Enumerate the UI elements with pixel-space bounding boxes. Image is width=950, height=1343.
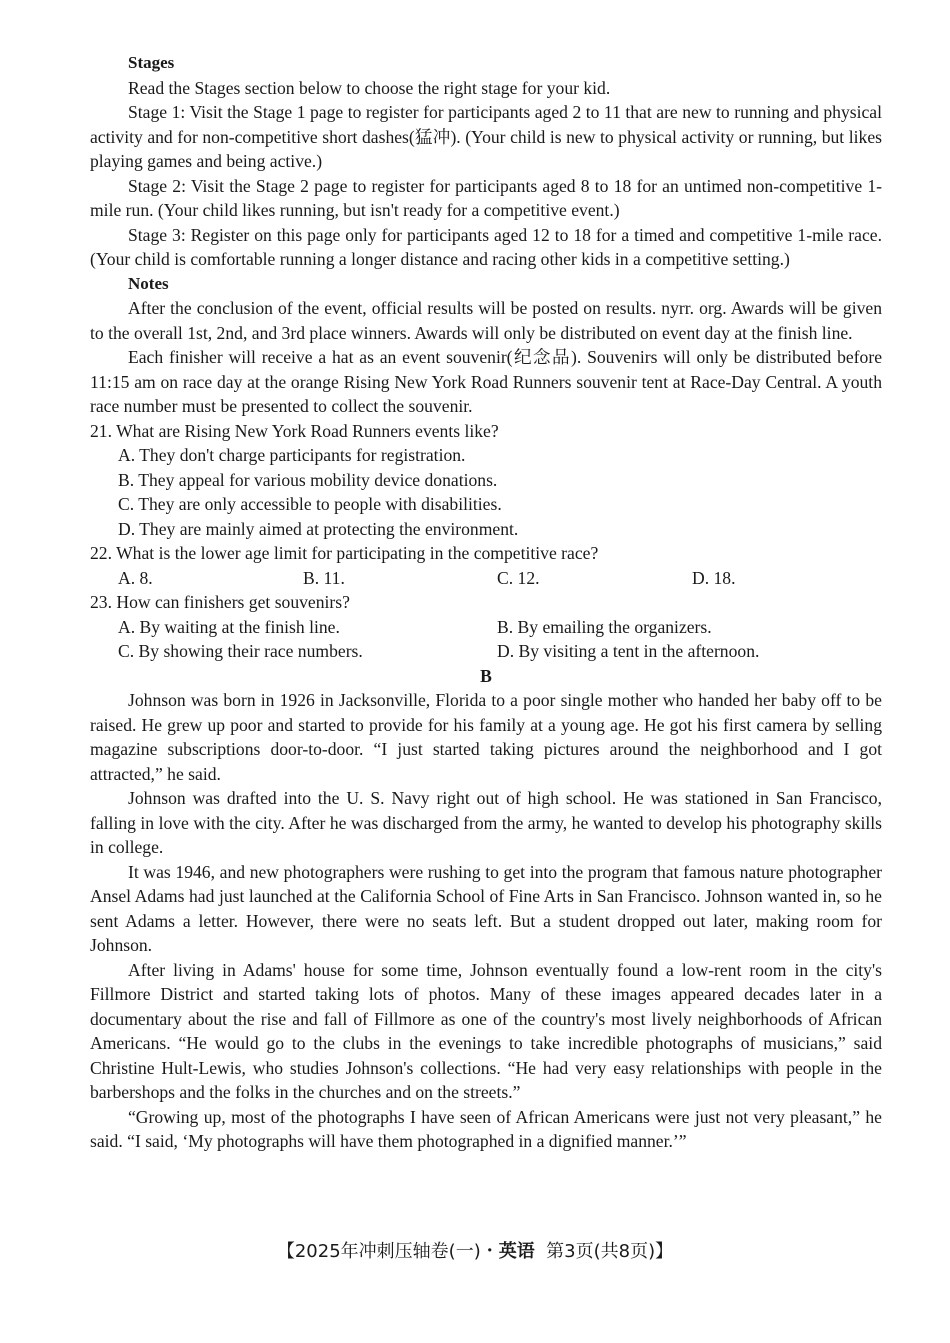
passage-b-p5: “Growing up, most of the photographs I have seen of African Americans were just not very pleasant,” he said. “I said, ‘My photographs will have them photographed in a dignified manner.’”: [90, 1106, 882, 1151]
notes-heading: Notes: [128, 273, 169, 293]
options-23-row2: [90, 639, 882, 664]
question-23: 23. How can finishers get souvenirs?: [90, 592, 350, 612]
option-23c: C. By showing their race numbers.: [118, 641, 363, 661]
option-22a: A. 8.: [118, 567, 153, 588]
section-b-heading: B: [480, 665, 492, 686]
option-22c: C. 12.: [497, 567, 540, 588]
option-23b: B. By emailing the organizers.: [497, 616, 712, 637]
passage-b-p2: Johnson was drafted into the U. S. Navy right out of high school. He was stationed in San Francisco, falling in love with the city. After he was discharged from the army, he wanted to develop his photography skills in college.: [90, 788, 882, 857]
question-21: 21. What are Rising New York Road Runners events like?: [90, 420, 499, 441]
option-23a: A. By waiting at the finish line.: [118, 616, 340, 637]
footer-page-number: 第3页(共8页)】: [534, 1241, 674, 1262]
stage-2: Stage 2: Visit the Stage 2 page to register for participants aged 8 to 18 for an untimed non-competitive 1-mile run. (Your child likes running, but isn't ready for a competitive event.): [90, 175, 882, 220]
options-22: [90, 566, 882, 591]
question-22: 22. What is the lower age limit for participating in the competitive race?: [90, 543, 599, 563]
option-22b: B. 11.: [303, 567, 345, 588]
footer-title: 【2025年冲刺压轴卷(一)・: [276, 1241, 499, 1262]
option-21d: D. They are mainly aimed at protecting the environment.: [118, 518, 519, 539]
notes-results: After the conclusion of the event, official results will be posted on results. nyrr. org. Awards will be given to the overall 1st, 2nd, and 3rd place winners. Awards will only be distributed on event day at the finish line.: [90, 298, 882, 343]
notes-souvenir: Each finisher will receive a hat as an event souvenir(纪念品). Souvenirs will only be distributed before 11:15 am on race day at the orange Rising New York Road Runners souvenir tent at Race-Day Central. A youth race number must be presented to collect the souvenir.: [90, 347, 882, 416]
passage-b-p3: It was 1946, and new photographers were rushing to get into the program that famous nature photographer Ansel Adams had just launched at the California School of Fine Arts in San Francisco. Johnson wanted in, so he sent Adams a letter. However, there were no seats left. But a student dropped out later, making room for Johnson.: [90, 861, 882, 955]
footer-subject: 英语: [498, 1241, 535, 1262]
stages-intro: Read the Stages section below to choose the right stage for your kid.: [128, 77, 611, 98]
options-23-row1: [90, 615, 882, 640]
passage-b-p1: Johnson was born in 1926 in Jacksonville, Florida to a poor single mother who handed her baby off to be raised. He grew up poor and started to provide for his family at a young age. He got his first camera by selling magazine subscriptions door-to-door. “I just started taking pictures around the neighborhood and I got attracted,” he said.: [90, 690, 882, 784]
option-23d: D. By visiting a tent in the afternoon.: [497, 641, 760, 661]
option-21b: B. They appeal for various mobility device donations.: [118, 469, 498, 490]
option-21a: A. They don't charge participants for registration.: [118, 445, 466, 465]
stage-1: Stage 1: Visit the Stage 1 page to register for participants aged 2 to 11 that are new to running and physical activity and for non-competitive short dashes(猛冲). (Your child is new to physical activity or running, but likes playing games and being active.): [90, 102, 882, 171]
option-21c: C. They are only accessible to people with disabilities.: [118, 494, 502, 514]
option-22d: D. 18.: [692, 567, 736, 588]
exam-page: [90, 51, 882, 1154]
stages-heading: Stages: [128, 53, 175, 72]
stage-3: Stage 3: Register on this page only for participants aged 12 to 18 for a timed and competitive 1-mile race. (Your child is comfortable running a longer distance and racing other kids in a competitive setting.): [90, 224, 882, 269]
passage-b-p4: After living in Adams' house for some time, Johnson eventually found a low-rent room in the city's Fillmore District and started taking lots of photos. Many of these images appeared decades later in a documentary about the rise and fall of Fillmore as one of the country's most lively neighborhoods of African Americans. “He would go to the clubs in the evenings to take incredible photographs of musicians,” said Christine Hult-Lewis, who studies Johnson's collections. “He had very easy relationships with people in the barbershops and the folks in the churches and on the streets.”: [90, 959, 882, 1102]
page-footer: [0, 1237, 950, 1263]
